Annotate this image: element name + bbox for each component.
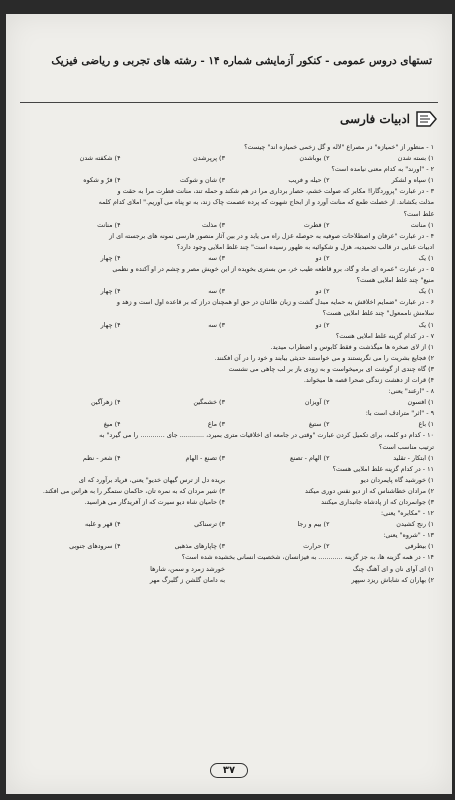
section-heading <box>340 110 438 128</box>
option: ۳) گاه چندی از گوشت ای برمیخواست و به زودی باز بر لب چاهی می نشست <box>228 364 434 373</box>
option: ۳) پرپرشدن <box>193 154 225 163</box>
option: ۴) زهرآگین <box>90 398 121 407</box>
option: ۱) خورشید گاه پایمردان دیو <box>360 475 434 484</box>
option: ۴) قهر و غلبه <box>85 520 121 529</box>
exam-page <box>6 14 452 794</box>
option: ۲) فجایع بشریت را می نگریستند و می خواستند حدیثی بیابند و خود را در آن افکنند. <box>214 353 434 362</box>
question-options <box>16 497 434 508</box>
option: خورشد زمرد و سمن، شارها <box>150 564 225 573</box>
option: ۴) چهار <box>100 320 121 329</box>
question-options <box>16 153 434 164</box>
option: ۱) باغ <box>418 420 434 429</box>
option: ۴) شعر - نظم <box>82 453 121 462</box>
page-number: ۳۷ <box>210 763 248 778</box>
option: ۴) میغ <box>103 420 121 429</box>
option: ۳) شان و شوکت <box>179 176 225 185</box>
option: ۴) حامیان شاه دیو سیرت که از آفریدگار می هراسید. <box>84 498 225 506</box>
option: ۴) سرودهای جنوبی <box>69 542 121 551</box>
option: ۳) مذلت <box>202 220 225 229</box>
question-stem-cont: سلامش ناممعول" چند غلط املایی هست؟ <box>322 309 434 318</box>
question-options <box>16 220 434 231</box>
option: ۳) چاپارهای مذهبی <box>174 542 225 551</box>
question-options <box>16 286 434 297</box>
bookmark-arrow-icon <box>416 110 438 128</box>
question-options <box>16 541 434 552</box>
option: ۱) سپاه و لشکر <box>391 176 434 185</box>
question-options <box>16 453 434 464</box>
question-stem: ۳ - در عبارت "پروردگارا! مکابر که صولت خشم، حصار برداری مرا در هم شکند و حمله تند، منانت فطرت مرا به حقت و <box>117 187 434 196</box>
question-stem: ۲ - "اورند" به کدام معنی نیامده است؟ <box>331 165 434 174</box>
question-stem-cont: ترتیب مناسب است؟ <box>378 442 434 451</box>
option: ۲) بیم و رجا <box>297 520 330 529</box>
question-stem-cont: منیع" چند غلط املایی هست؟ <box>356 276 434 285</box>
question-stem: ۱۴ - در همه گزینه ها، به جز گزینه ............ به فیزانسان، شخصیت انسانی بخشیده شده است؟ <box>181 553 434 562</box>
option: ۴) فرّ و شکوه <box>83 176 121 185</box>
option: ۳) ترسناکی <box>194 520 225 529</box>
option: ۲) بوباشدن <box>299 154 330 163</box>
question-stem: ۹ - "اثر" مترادف است با: <box>365 409 434 418</box>
option: ۱) بیطرفی <box>405 542 434 551</box>
option: ۱) رنج کشیدن <box>396 520 434 529</box>
option: ۱) ابتکار - تقلید <box>393 453 434 462</box>
option: ۲) حرارت <box>303 542 330 551</box>
option: ۳) شیر مردان که به نمره تان، حاکمان ستمگر را به هراس می افکند. <box>42 486 225 495</box>
option: ۴) چهار <box>100 253 121 262</box>
option: ۴) منانت <box>97 220 121 229</box>
option: ۳) سه <box>208 320 225 329</box>
question-stem: ۱۱ - در کدام گزینه غلط املایی هست؟ <box>332 464 434 473</box>
option: ۴) قرات از دهشت زندگی صحرا قصه ها میخواند. <box>303 375 434 384</box>
question-options <box>16 475 434 486</box>
option: ۲) مرادان خطاشناس که از دیو نفس دوری میکند <box>305 486 434 495</box>
question-stem: ۱۳ - "شروه" یعنی: <box>383 531 434 540</box>
option: ۲) الهام - تصنع <box>289 453 330 462</box>
questions-body <box>16 142 434 586</box>
question-stem-cont: مذلت بکشاند. از خصلت طمع که منانت آورد و از ابحاج شهوت که پرده عصمت چاک زند، به تو پناه می آوریم." املای کدام کلمه <box>98 198 434 207</box>
option: ۲) دو <box>315 320 330 329</box>
option: ۴) شکفته شدن <box>79 154 121 163</box>
option: ۱) منانت <box>410 220 434 229</box>
question-options <box>16 175 434 186</box>
question-options <box>16 320 434 331</box>
question-stem: ۱۰ - کدام دو کلمه، برای تکمیل کردن عبارت "وقتی در جامعه ای اخلاقیات متری بمیرد، ............ جای ............ را می گیرد" به <box>99 431 434 440</box>
header-divider <box>20 102 438 103</box>
option: ۳) خشمگین <box>193 398 225 407</box>
question-stem: ۸ - "ارغند" یعنی: <box>388 387 434 396</box>
option: ۳) تصنع - الهام <box>185 453 225 462</box>
question-stem-cont: غلط است؟ <box>403 209 434 218</box>
option: ۳) ماغ <box>207 420 225 429</box>
question-options <box>16 486 434 497</box>
option: بریده دل از ترس گیهان خدیو" یعنی، فریاد برآورد که ای <box>78 475 225 484</box>
question-options <box>16 564 434 575</box>
page-header <box>20 54 438 69</box>
question-options <box>16 397 434 408</box>
option: ۱) افسون <box>407 398 434 407</box>
option: ۲) فطرت <box>303 220 330 229</box>
question-stem: ۷ - در کدام گزینه غلط املایی هست؟ <box>335 331 434 340</box>
question-stem: ۱۲ - "مکابره" یعنی: <box>381 509 434 518</box>
question-options <box>16 253 434 264</box>
option: ۲) دو <box>315 287 330 296</box>
question-stem-cont: ادبیات غنایی در قالب تحمیدیه، هزل و شکوائیه به ظهور رسیده است" چند غلط املایی وجود دارد؟ <box>176 242 434 251</box>
question-options <box>16 419 434 430</box>
option: ۲) حیله و فریب <box>288 176 330 185</box>
option: ۳) سه <box>208 287 225 296</box>
option: ۱) بسته شدن <box>397 154 434 163</box>
question-options <box>16 519 434 530</box>
question-stem: ۵ - در عبارت "عمره ای ماد و گاد، برو قاطعه طیب خر، من بستری بخویده از این خویش مصر و چشم در او آکنده و نظمی <box>112 265 434 274</box>
option: ۲) ستیغ <box>308 420 330 429</box>
question-stem: ۱ - منظور از "خمیازه" در مصراع "لاله و گل زخمی خمیازه اند" چیست؟ <box>244 143 434 151</box>
option: ۴) چهار <box>100 287 121 296</box>
option: ۳) سه <box>208 253 225 262</box>
option: به دامان گلشن ز گلبرگ مهر <box>149 575 225 584</box>
option: ۱) از لای صخره ها میگذشت و فقط کابوس و اضطراب میدید. <box>270 342 434 351</box>
section-title: ادبیات فارسی <box>339 112 410 126</box>
option: ۱) یک <box>418 253 434 262</box>
page-number-footer <box>6 758 452 778</box>
option: ۲) دو <box>315 253 330 262</box>
option: ۲) بهاران که شاباش ریزد سپهر <box>351 575 434 584</box>
question-stem: ۶ - در عبارت "ضمایم اخلاقش به حمایه مبدل گشت و زبان طائنان در حق او همچنان دراز که بر قاعده اول است و زهد و <box>116 298 434 307</box>
question-options <box>16 575 434 586</box>
option: ۱) ای آوای نان و ای آهنگ چنگ <box>352 564 434 573</box>
question-stem: ۴ - در عبارت "عرفان و اصطلاحات صوفیه به حوصله غزل راه می یابد و در بین آثار منصور فارسی نمونه های برجسته ای از <box>109 231 434 240</box>
option: ۱) یک <box>418 320 434 329</box>
option: ۳) جوانمردان که از پادشاه جانبداری میکنند <box>321 498 434 506</box>
option: ۱) یک <box>418 287 434 296</box>
option: ۲) آویزان <box>304 398 330 407</box>
header-title: تستهای دروس عمومی - کنکور آزمایشی شماره ۱۴ - رشته های تجربی و ریاضی فیزیک <box>51 55 432 67</box>
